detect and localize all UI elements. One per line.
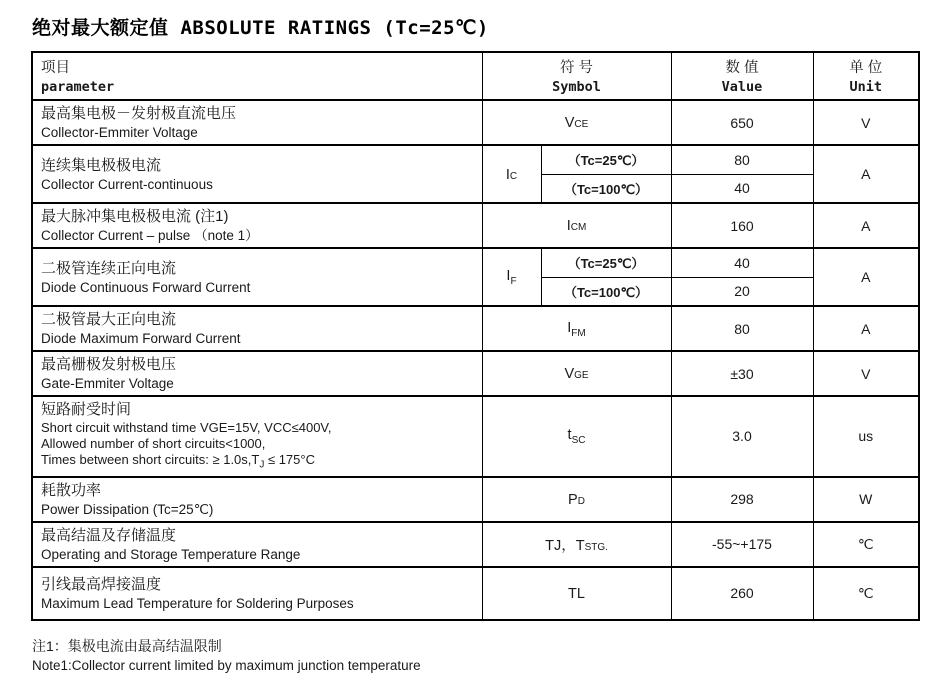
unit-cell: us bbox=[813, 396, 919, 477]
param-zh: 最高集电极－发射极直流电压 bbox=[41, 105, 237, 122]
page-title: 绝对最大额定值 ABSOLUTE RATINGS (Tc=25℃) bbox=[32, 17, 489, 39]
param-zh: 二极管连续正向电流 bbox=[41, 259, 177, 277]
table-header-row bbox=[32, 52, 919, 100]
unit-cell: W bbox=[813, 477, 919, 522]
header-symbol bbox=[482, 52, 671, 100]
param-zh: 最大脉冲集电极极电流 (注1) bbox=[41, 208, 229, 225]
param-en: Diode Continuous Forward Current bbox=[41, 279, 251, 295]
value-cell: 20 bbox=[671, 277, 813, 306]
row-vce bbox=[32, 100, 919, 145]
param-cell bbox=[32, 567, 482, 620]
symbol-cell bbox=[482, 203, 671, 248]
value-cell: 650 bbox=[671, 100, 813, 145]
param-en-line3-b: ≤ 175°C bbox=[264, 452, 315, 467]
footnote-en: Note1:Collector current limited by maximum junction temperature bbox=[32, 657, 421, 673]
unit-cell: A bbox=[813, 248, 919, 306]
param-en: Maximum Lead Temperature for Soldering Purposes bbox=[41, 595, 354, 611]
param-zh: 最高栅极发射极电压 bbox=[41, 356, 177, 373]
symbol-subscript: GE bbox=[574, 370, 589, 381]
row-vge bbox=[32, 351, 919, 396]
value-cell: 160 bbox=[671, 203, 813, 248]
param-en: Power Dissipation (Tc=25℃) bbox=[41, 501, 214, 517]
header-parameter bbox=[32, 52, 482, 100]
absolute-ratings-table bbox=[31, 51, 920, 621]
symbol-main: V bbox=[564, 115, 575, 131]
unit-cell: ℃ bbox=[813, 522, 919, 567]
symbol-cell bbox=[482, 351, 671, 396]
param-en-line1: Short circuit withstand time VGE=15V, VCC≤400V, bbox=[41, 420, 332, 435]
header-parameter-en: parameter bbox=[41, 78, 115, 95]
symbol-main: TL bbox=[568, 585, 585, 602]
value-cell: 40 bbox=[671, 174, 813, 203]
param-cell bbox=[32, 477, 482, 522]
param-cell bbox=[32, 396, 482, 477]
param-cell bbox=[32, 100, 482, 145]
symbol-subscript: CM bbox=[570, 222, 587, 233]
param-cell bbox=[32, 306, 482, 351]
param-cell bbox=[32, 145, 482, 203]
symbol-main: I bbox=[505, 166, 510, 183]
unit-cell: ℃ bbox=[813, 567, 919, 620]
symbol-cell bbox=[482, 567, 671, 620]
symbol-subscript: D bbox=[577, 495, 585, 507]
value-cell: 298 bbox=[671, 477, 813, 522]
row-tsc bbox=[32, 396, 919, 477]
symbol-cell bbox=[482, 100, 671, 145]
symbol-subscript: C bbox=[509, 170, 518, 182]
symbol-subscript: F bbox=[510, 275, 517, 287]
unit-cell: A bbox=[813, 306, 919, 351]
symbol-cell bbox=[482, 522, 671, 567]
value-cell: ±30 bbox=[671, 351, 813, 396]
param-en-line3 bbox=[41, 452, 476, 474]
header-symbol-en: Symbol bbox=[552, 78, 601, 95]
param-en: Gate-Emmiter Voltage bbox=[41, 376, 174, 391]
value-cell: 40 bbox=[671, 248, 813, 277]
param-en: Collector Current-continuous bbox=[41, 176, 213, 192]
unit-cell: V bbox=[813, 100, 919, 145]
value-cell: 80 bbox=[671, 306, 813, 351]
param-cell bbox=[32, 248, 482, 306]
value-cell: -55~+175 bbox=[671, 522, 813, 567]
unit-cell: A bbox=[813, 203, 919, 248]
symbol-cell bbox=[482, 248, 541, 306]
param-cell bbox=[32, 351, 482, 396]
unit-cell: A bbox=[813, 145, 919, 203]
param-en-line3-sub: J bbox=[259, 459, 265, 471]
condition-cell: （Tc=25℃） bbox=[541, 145, 671, 174]
param-en: Diode Maximum Forward Current bbox=[41, 331, 241, 346]
param-zh: 最高结温及存储温度 bbox=[41, 526, 177, 544]
header-unit-zh: 单 位 bbox=[849, 59, 883, 76]
value-cell: 80 bbox=[671, 145, 813, 174]
unit-cell: V bbox=[813, 351, 919, 396]
symbol-main: TJ，T bbox=[545, 537, 585, 554]
header-unit-en: Unit bbox=[849, 78, 882, 95]
row-pd bbox=[32, 477, 919, 522]
row-tj-tstg bbox=[32, 522, 919, 567]
param-en: Operating and Storage Temperature Range bbox=[41, 546, 301, 562]
param-zh: 连续集电极极电流 bbox=[41, 156, 162, 174]
symbol-main: V bbox=[564, 366, 575, 382]
header-value-zh: 数 值 bbox=[725, 59, 759, 76]
param-en: Collector-Emmiter Voltage bbox=[41, 125, 198, 140]
symbol-main: I bbox=[506, 268, 511, 285]
param-zh: 引线最高焊接温度 bbox=[41, 575, 162, 593]
param-en: Collector Current – pulse （note 1） bbox=[41, 228, 259, 243]
row-ic bbox=[32, 145, 919, 174]
condition-cell: （Tc=25℃） bbox=[541, 248, 671, 277]
symbol-main: t bbox=[567, 427, 572, 444]
row-if bbox=[32, 248, 919, 277]
symbol-main: I bbox=[566, 218, 571, 234]
symbol-cell bbox=[482, 396, 671, 477]
header-value-en: Value bbox=[721, 78, 763, 95]
param-en-line2: Allowed number of short circuits<1000, bbox=[41, 436, 266, 451]
header-value bbox=[671, 52, 813, 100]
condition-cell: （Tc=100℃） bbox=[541, 277, 671, 306]
value-cell: 3.0 bbox=[671, 396, 813, 477]
param-zh: 耗散功率 bbox=[41, 481, 102, 499]
symbol-cell bbox=[482, 306, 671, 351]
symbol-subscript: STG. bbox=[584, 541, 608, 553]
footnote-zh: 注1：集极电流由最高结温限制 bbox=[32, 637, 222, 654]
header-parameter-zh: 项目 bbox=[41, 59, 70, 76]
symbol-main: I bbox=[567, 319, 572, 336]
header-unit bbox=[813, 52, 919, 100]
row-icm bbox=[32, 203, 919, 248]
param-zh: 短路耐受时间 bbox=[41, 401, 132, 418]
symbol-subscript: CE bbox=[574, 119, 589, 130]
footnotes bbox=[32, 636, 937, 675]
symbol-subscript: FM bbox=[571, 327, 586, 339]
header-symbol-zh: 符 号 bbox=[559, 59, 594, 76]
symbol-main: P bbox=[568, 491, 578, 508]
row-tl bbox=[32, 567, 919, 620]
param-zh: 二极管最大正向电流 bbox=[41, 311, 177, 328]
param-cell bbox=[32, 522, 482, 567]
row-ifm bbox=[32, 306, 919, 351]
condition-cell: （Tc=100℃） bbox=[541, 174, 671, 203]
param-en-line3-a: Times between short circuits: ≥ 1.0s,T bbox=[41, 452, 260, 467]
param-cell bbox=[32, 203, 482, 248]
symbol-cell bbox=[482, 477, 671, 522]
value-cell: 260 bbox=[671, 567, 813, 620]
symbol-cell bbox=[482, 145, 541, 203]
symbol-subscript: SC bbox=[571, 435, 586, 447]
